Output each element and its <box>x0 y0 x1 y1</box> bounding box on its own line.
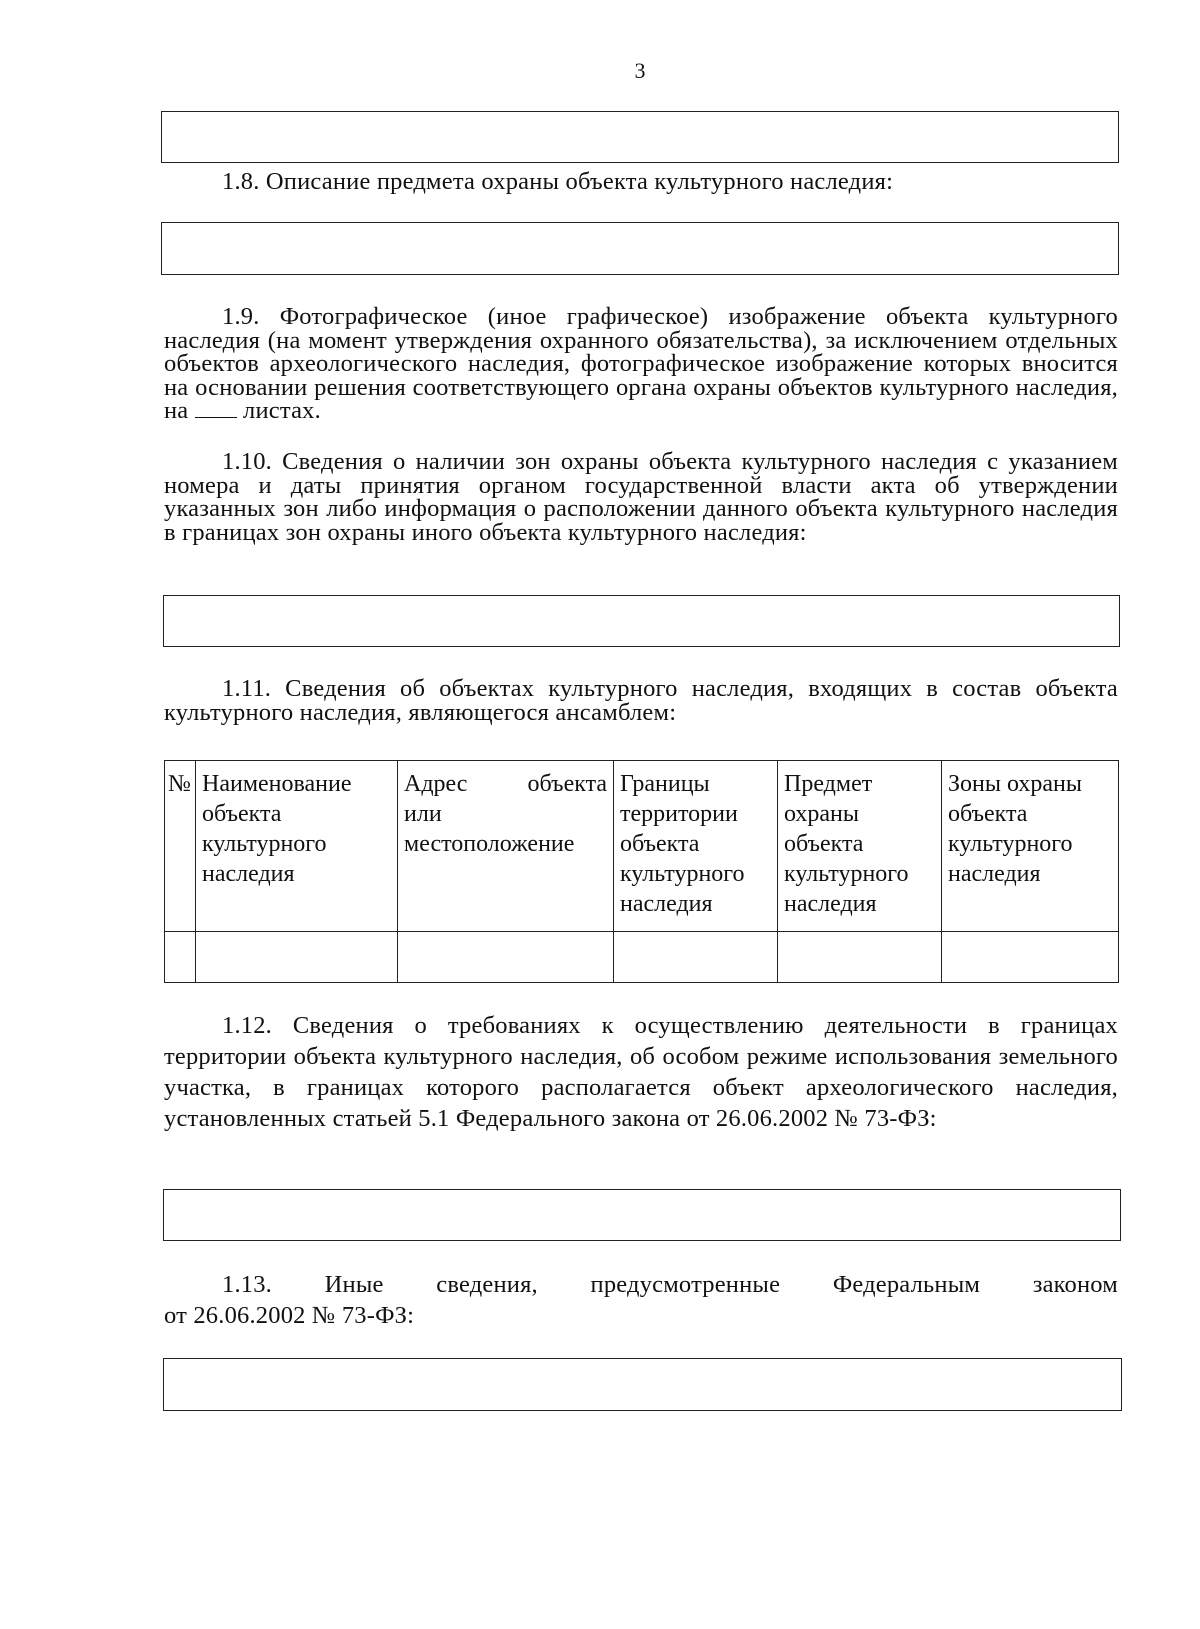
pages-count-blank <box>195 399 237 418</box>
section-1-11-text: 1.11. Сведения об объектах культурного наследия, входящих в состав объекта культурного наследия, являющегося ансамблем: <box>164 675 1118 726</box>
ensemble-objects-table <box>164 760 1119 983</box>
field-box-1-8 <box>161 222 1119 275</box>
section-1-12-text: 1.12. Сведения о требованиях к осуществлению деятельности в границах территории объекта культурного наследия, об особом режиме использования земельного участка, в границах которого располагается объект археологического наследия, установленных статьей 5.1 Федерального закона от 26.06.2002 № 73-ФЗ: <box>164 1012 1118 1132</box>
page-number: 3 <box>634 58 646 83</box>
table-row <box>165 932 1119 983</box>
table-cell <box>614 932 778 983</box>
field-box-1-10 <box>163 595 1120 647</box>
table-cell <box>196 932 398 983</box>
header-subject: Предмет охраны объекта культурного наследия <box>778 761 942 932</box>
table-cell <box>942 932 1119 983</box>
header-borders: Границы территории объекта культурного наследия <box>614 761 778 932</box>
header-name: Наименование объекта культурного наследия <box>196 761 398 932</box>
table-cell <box>778 932 942 983</box>
header-zones: Зоны охраны объекта культурного наследия <box>942 761 1119 932</box>
table-header-row <box>165 761 1119 932</box>
section-1-13-text: 1.13. Иные сведения, предусмотренные Федеральным законом от 26.06.2002 № 73-ФЗ: <box>164 1271 1118 1329</box>
header-number: № <box>165 761 196 932</box>
section-1-10-text: 1.10. Сведения о наличии зон охраны объекта культурного наследия с указанием номера и даты принятия органом государственной власти акта об утверждении указанных зон либо информация о расположении данного объекта культурного наследия в границах зон охраны иного объекта культурного наследия: <box>164 448 1118 546</box>
table-cell <box>165 932 196 983</box>
section-1-8-text: 1.8. Описание предмета охраны объекта культурного наследия: <box>222 168 894 195</box>
field-box-1-12 <box>163 1189 1121 1241</box>
field-box-1-13 <box>163 1358 1122 1411</box>
table-cell <box>398 932 614 983</box>
header-address: Адрес объекта или местоположение <box>398 761 614 932</box>
section-1-9-text: 1.9. Фотографическое (иное графическое) изображение объекта культурного наследия (на момент утверждения охранного обязательства), за исключением отдельных объектов археологического наследия, фотографическое изображение которых вносится на основании решения соответствующего органа охраны объектов культурного наследия, на листах. <box>164 303 1118 424</box>
field-box-1-7 <box>161 111 1119 163</box>
